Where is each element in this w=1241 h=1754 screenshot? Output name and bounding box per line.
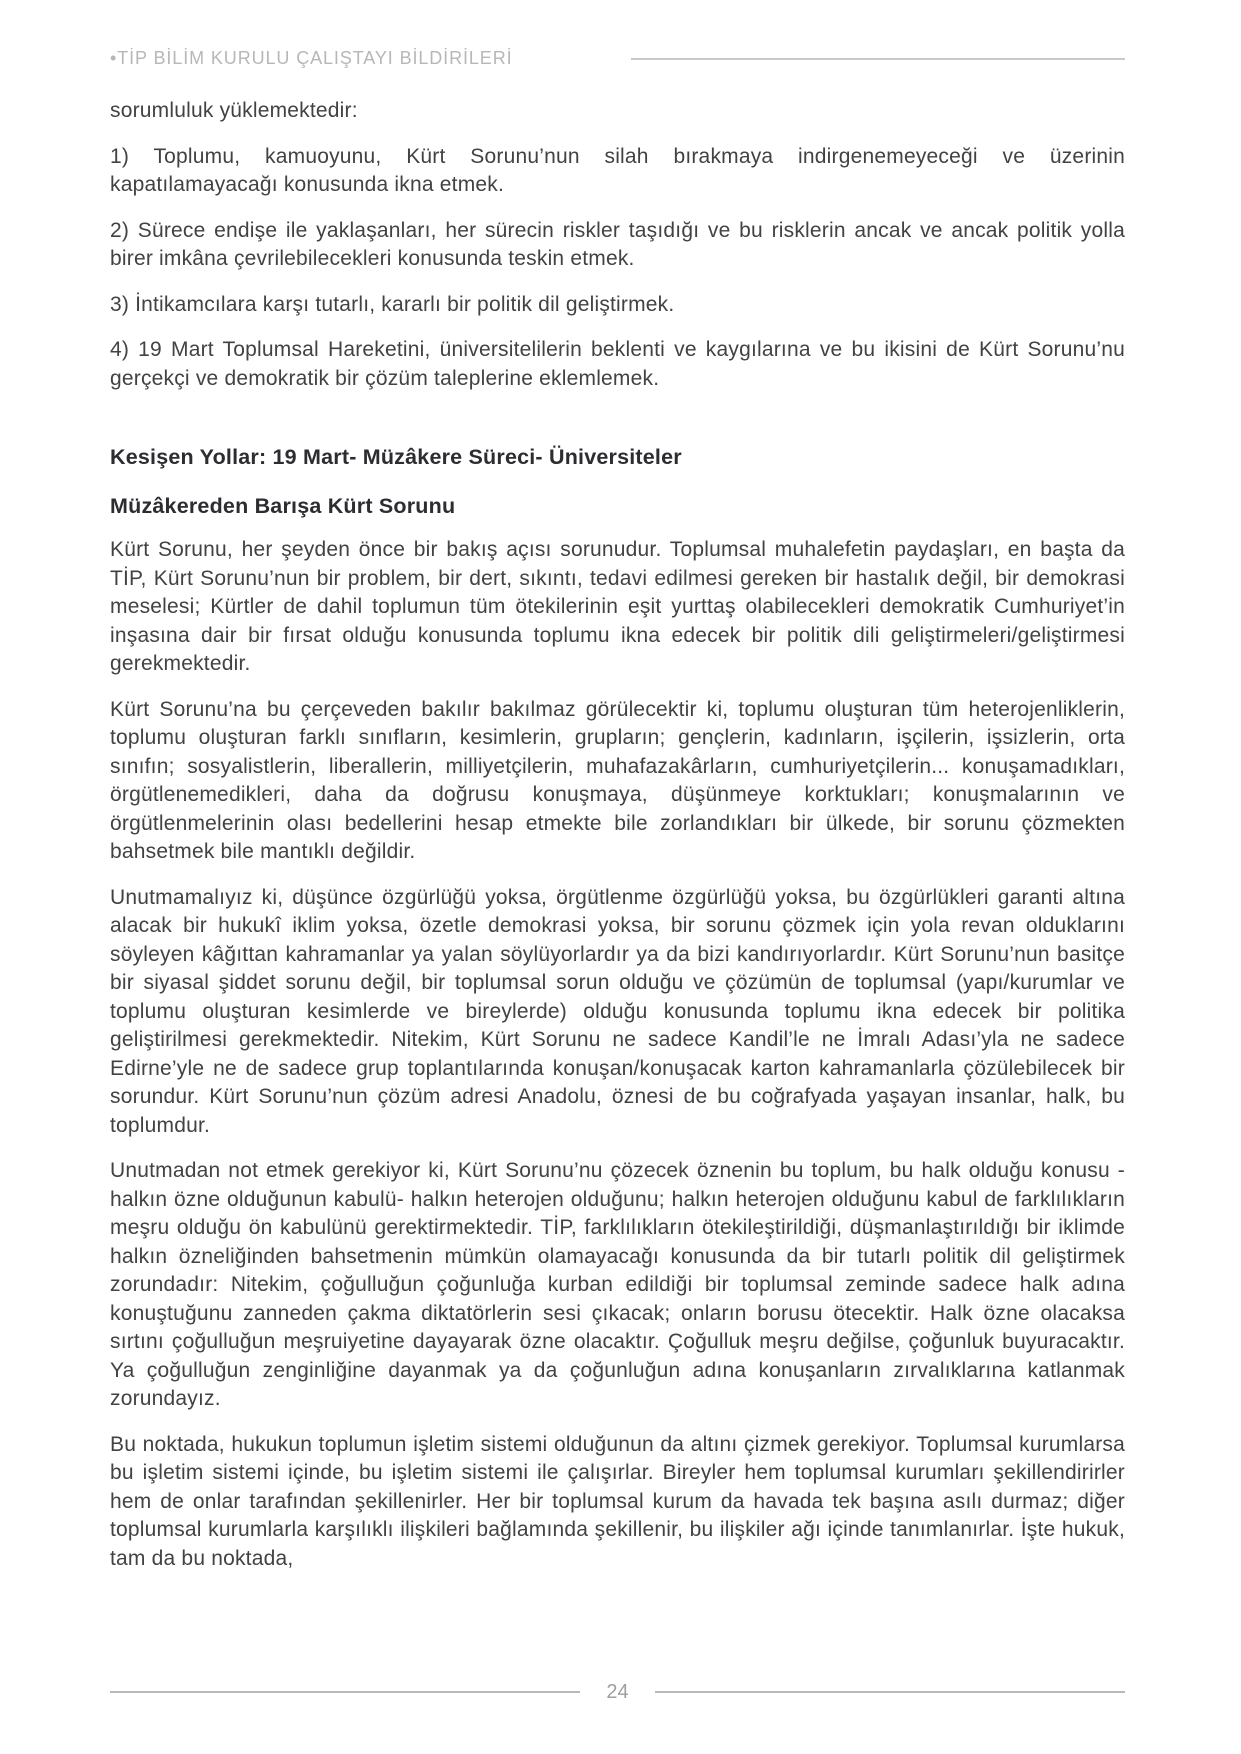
list-item-1: 1) Toplumu, kamuoyunu, Kürt Sorunu’nun silah bırakmaya indirgenemeyeceği ve üzerinin kapatılamayacağı konusunda ikna etmek. — [110, 144, 1125, 196]
body-paragraph-4: Unutmadan not etmek gerekiyor ki, Kürt Sorunu’nu çözecek öznenin bu toplum, bu halk olduğu konusu -halkın özne olduğunun kabulü- halkın heterojen olduğunu; halkın heterojen olduğunu kabul de farklılıkların meşru olduğu ön kabulünü gerektirmektedir. TİP, farklılıkların ötekileştirildiği, düşmanlaştırıldığı bir iklimde halkın özneliğinden bahsetmenin mümkün olamayacağı konusunda da bir tutarlı politik dil geliştirmek zorundadır: Nitekim, çoğulluğun çoğunluğa kurban edildiği bir toplumsal zeminde sadece halk adına konuştuğunu zanneden çakma diktatörlerin sesi çıkacak; onların borusu ötecektir. Halk özne olacaksa sırtını çoğulluğun meşruiyetine dayayarak özne olacaktır. Çoğulluk meşru değilse, çoğunluk buyuracaktır. Ya çoğulluğun zenginliğine dayanmak ya da çoğunluğun adına konuşanların zırvalıklarına katlanmak zorundayız. — [110, 1159, 1125, 1410]
page-number: 24 — [606, 1681, 629, 1703]
page-footer — [110, 1682, 1125, 1702]
running-header — [110, 48, 1125, 69]
sub-heading: Müzâkereden Barışa Kürt Sorunu — [110, 493, 456, 518]
body-paragraph-1: Kürt Sorunu, her şeyden önce bir bakış açısı sorunudur. Toplumsal muhalefetin paydaşları, en başta da TİP, Kürt Sorunu’nun bir problem, bir dert, sıkıntı, tedavi edilmesi gereken bir hastalık değil, bir demokrasi meselesi; Kürtler de dahil toplumun tüm ötekilerinin eşit yurttaş olabilecekleri demokratik Cumhuriyet’in inşasına dair bir fırsat olduğu konusunda toplumu ikna edecek bir politik dili geliştirmeleri/geliştirmesi gerekmektedir. — [110, 538, 1125, 675]
body-paragraph-5: Bu noktada, hukukun toplumun işletim sistemi olduğunun da altını çizmek gerekiyor. Toplumsal kurumlarsa bu işletim sistemi içinde, bu işletim sistemi ile çalışırlar. Bireyler hem toplumsal kurumları şekillendirirler hem de onlar tarafından şekillenirler. Her bir toplumsal kurum da havada tek başına asılı durmaz; diğer toplumsal kurumlarla karşılıklı ilişkileri bağlamında şekillenir, bu ilişkiler ağı içinde tanımlanırlar. İşte hukuk, tam da bu noktada, — [110, 1432, 1125, 1570]
list-item-2: 2) Sürece endişe ile yaklaşanları, her sürecin riskler taşıdığı ve bu risklerin ancak ve ancak politik yolla birer imkâna çevrilebilecekleri konusunda teskin etmek. — [110, 218, 1125, 270]
list-item-3: 3) İntikamcılara karşı tutarlı, kararlı bir politik dil geliştirmek. — [110, 292, 675, 316]
footer-rule-right — [655, 1691, 1125, 1693]
footer-rule-left — [110, 1691, 580, 1693]
page-body — [110, 97, 1125, 1590]
section-heading: Kesişen Yollar: 19 Mart- Müzâkere Süreci- Üniversiteler — [110, 445, 682, 469]
running-header-title: •TİP BİLİM KURULU ÇALIŞTAYI BİLDİRİLERİ — [110, 48, 513, 68]
body-paragraph-3: Unutmamalıyız ki, düşünce özgürlüğü yoksa, örgütlenme özgürlüğü yoksa, bu özgürlükleri garanti altına alacak bir hukukî iklim yoksa, özetle demokrasi yoksa, bir sorunu çözmek için yola revan olduklarını söyleyen kâğıttan kahramanlar ya yalan söylüyorlardır ya da bizi kandırıyorlardır. Kürt Sorunu’nun basitçe bir siyasal şiddet sorunu değil, bir toplumsal sorun olduğu ve çözümün de toplumsal (yapı/kurumlar ve toplumu oluşturan kesimlerde ve bireylerde) olduğu konusunda toplumu ikna edecek bir politika geliştirilmesi gerekmektedir. Nitekim, Kürt Sorunu ne sadece Kandil’le ne İmralı Adası’yla ne sadece Edirne’yle ne de sadece grup toplantılarında konuşan/konuşacak karton kahramanlarla çözülebilecek bir sorundur. Kürt Sorunu’nun çözüm adresi Anadolu, öznesi de bu coğrafyada yaşayan insanlar, halk, bu toplumdur. — [110, 885, 1125, 1137]
body-paragraph-2: Kürt Sorunu’na bu çerçeveden bakılır bakılmaz görülecektir ki, toplumu oluşturan tüm heterojenliklerin, toplumu oluşturan farklı sınıfların, kesimlerin, grupların; gençlerin, kadınların, işçilerin, işsizlerin, orta sınıfın; sosyalistlerin, liberallerin, milliyetçilerin, muhafazakârların, cumhuriyetçilerin... konuşamadıkları, örgütlenemedikleri, daha da doğrusu konuşmaya, düşünmeye korktukları; konuşmalarının ve örgütlenmelerinin olası bedellerini hesap etmekte bile zorlandıkları bir ülkede, bir sorunu çözmekten bahsetmek bile mantıklı değildir. — [110, 697, 1125, 863]
continuation-line: sorumluluk yüklemektedir: — [110, 99, 358, 122]
header-rule — [631, 58, 1125, 60]
list-item-4: 4) 19 Mart Toplumsal Hareketini, üniversitelilerin beklenti ve kaygılarına ve bu ikisini de Kürt Sorunu’nu gerçekçi ve demokratik bir çözüm taleplerine eklemlemek. — [110, 338, 1125, 390]
